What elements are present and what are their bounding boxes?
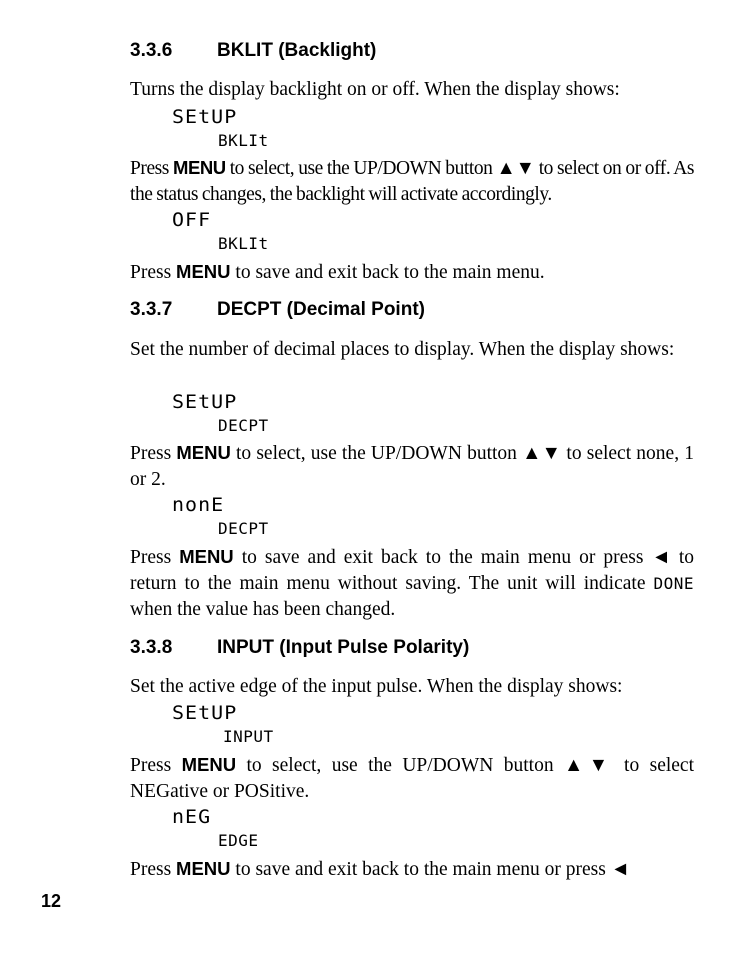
section-heading-decpt (130, 299, 425, 321)
section-heading-input (130, 637, 469, 659)
paragraph-instruction (130, 856, 694, 883)
section-number: 3.3.7 (130, 299, 173, 320)
lcd-display-line2: BKLIt (218, 131, 269, 150)
text: Press (130, 859, 177, 880)
paragraph-intro: Set the active edge of the input pulse. When the display shows: (130, 676, 623, 697)
menu-key-label: MENU (179, 546, 234, 567)
section-heading-bklit (130, 40, 376, 62)
lcd-display-line2: INPUT (223, 727, 274, 746)
text: Press (130, 547, 180, 568)
paragraph-instruction (130, 155, 694, 208)
menu-key-label: MENU (176, 858, 231, 879)
menu-key-label: MENU (181, 754, 237, 775)
page-number: 12 (41, 891, 62, 911)
paragraph-intro: Set the number of decimal places to display. When the display shows: (130, 339, 675, 360)
text: to select, use the UP/DOWN button ▲▼ to select on or off. As the status changes, the backlight will activate accordingly. (130, 158, 695, 205)
menu-key-label: MENU (176, 261, 231, 282)
text: to save and exit back to the main menu. (230, 262, 545, 283)
lcd-display-line2: BKLIt (218, 234, 269, 253)
text: Press (130, 158, 173, 179)
lcd-display-line1: SEtUP (172, 391, 238, 413)
lcd-display-line2: DECPT (218, 519, 269, 538)
section-number: 3.3.8 (130, 637, 173, 658)
text: to select, use the UP/DOWN button ▲▼ to select NEGative or POSitive. (130, 755, 694, 802)
text: when the value has been changed. (130, 599, 396, 620)
lcd-inline-text: DONE (653, 574, 694, 593)
text: to select, use the UP/DOWN button ▲▼ to select none, 1 or 2. (130, 443, 694, 490)
lcd-display-line1: nonE (172, 494, 225, 516)
text: to save and exit back to the main menu or press ◄ to return to the main menu without saving. The unit will indicate (130, 547, 694, 594)
menu-key-label: MENU (176, 442, 231, 463)
section-title: DECPT (Decimal Point) (217, 299, 425, 320)
text: Press (130, 262, 177, 283)
lcd-display-line1: OFF (172, 209, 212, 231)
menu-key-label: MENU (172, 157, 226, 178)
paragraph-instruction (130, 259, 694, 286)
paragraph-instruction (130, 544, 694, 623)
text: Press (130, 755, 182, 776)
section-number: 3.3.6 (130, 40, 173, 61)
lcd-display-line2: DECPT (218, 416, 269, 435)
paragraph-instruction (130, 440, 694, 493)
paragraph-instruction (130, 752, 694, 805)
lcd-display-line1: SEtUP (172, 702, 238, 724)
text: Press (130, 443, 177, 464)
paragraph-intro: Turns the display backlight on or off. When the display shows: (130, 79, 620, 100)
lcd-display-line2: EDGE (218, 831, 259, 850)
text: to save and exit back to the main menu or press ◄ (230, 859, 630, 880)
lcd-display-line1: SEtUP (172, 106, 238, 128)
lcd-display-line1: nEG (172, 806, 212, 828)
section-title: BKLIT (Backlight) (217, 40, 377, 61)
section-title: INPUT (Input Pulse Polarity) (217, 637, 470, 658)
